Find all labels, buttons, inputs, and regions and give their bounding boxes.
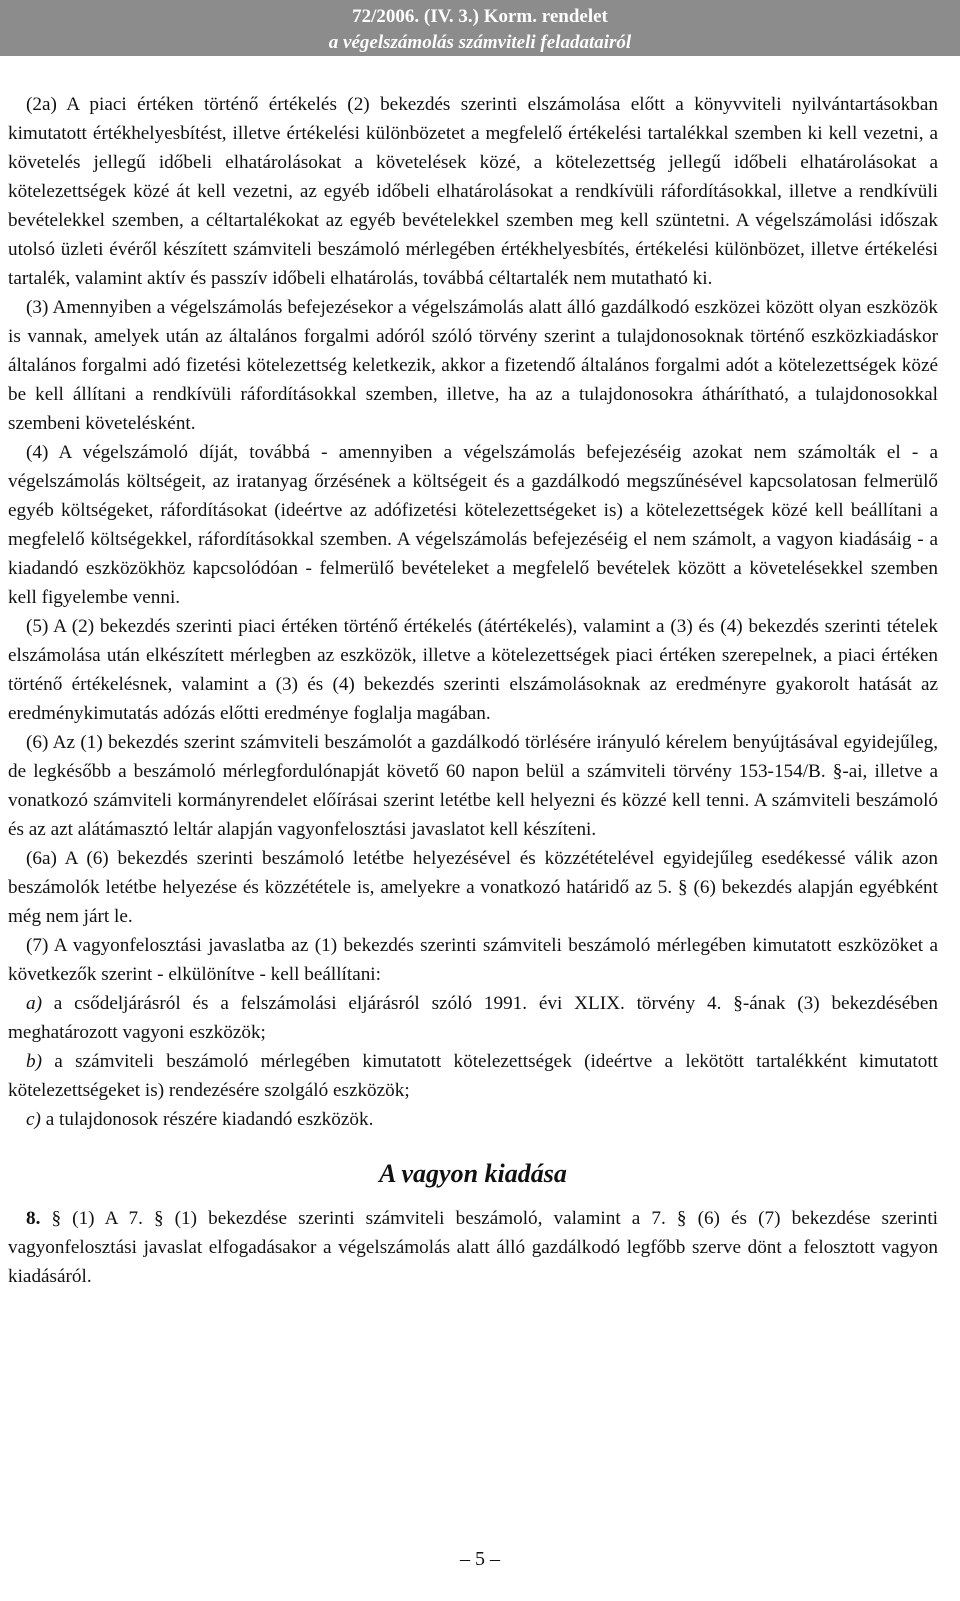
paragraph-6: (6) Az (1) bekezdés szerint számviteli beszámolót a gazdálkodó törlésére irányuló kérelem benyújtásával egyidejűleg, de legkésőbb a beszámoló mérlegfordulónapját követő 60 napon belül a számviteli törvény 153-154/B. §-ai, illetve a vonatkozó számviteli kormányrendelet előírásai szerint letétbe kell helyezni és közzé kell tenni. A számviteli beszámoló és az azt alátámasztó leltár alapján vagyonfelosztási javaslatot kell készíteni. bbox=[8, 732, 938, 840]
list-item-text: a tulajdonosok részére kiadandó eszközök. bbox=[40, 1109, 374, 1130]
list-item bbox=[8, 989, 938, 1047]
paragraph-3: (3) Amennyiben a végelszámolás befejezésekor a végelszámolás alatt álló gazdálkodó eszközei között olyan eszközök is vannak, amelyek után az általános forgalmi adóról szóló törvény szerint a tulajdonosoknak történő eszközkiadáskor általános forgalmi adó fizetési kötelezettség keletkezik, akkor a fizetendő általános forgalmi adót a kötelezettségek közé be kell állítani a rendkívüli ráfordításokkal szemben, illetve, ha az a tulajdonosokra áthárítható, a tulajdonosokkal szembeni követelésként. bbox=[8, 297, 938, 434]
page-header bbox=[0, 0, 960, 56]
list-item bbox=[8, 1047, 938, 1105]
paragraph-section-8 bbox=[8, 1204, 938, 1291]
list-item bbox=[8, 1105, 938, 1134]
list-item-text: a számviteli beszámoló mérlegében kimutatott kötelezettségek (ideértve a lekötött tartalékként kimutatott kötelezettségeket is) rendezésére szolgáló eszközök; bbox=[8, 1051, 938, 1101]
page-number: – 5 – bbox=[460, 1548, 500, 1570]
paragraph-7: (7) A vagyonfelosztási javaslatba az (1) bekezdés szerinti számviteli beszámoló mérlegében kimutatott eszközöket a következők szerint - elkülönítve - kell beállítani: bbox=[8, 935, 938, 985]
document-body bbox=[8, 90, 938, 1291]
list-item-label: c) bbox=[26, 1109, 41, 1130]
paragraph-4: (4) A végelszámoló díját, továbbá - amennyiben a végelszámolás befejezéséig azokat nem számolták el - a végelszámolás költségeit, az iratanyag őrzésének a költségeit és a gazdálkodó megszűnésével kapcsolatosan felmerülő egyéb költségeket, ráfordításokat (ideértve az adófizetési kötelezettségeket is) a kötelezettségek közé kell beállítani a megfelelő költségekkel, ráfordításokkal szemben. A végelszámolás befejezéséig el nem számolt, a vagyon kiadásáig - a kiadandó eszközökhöz kapcsolódóan - felmerülő bevételeket a megfelelő bevételek között a követelésekkel szemben kell figyelembe venni. bbox=[8, 442, 938, 608]
header-subtitle: a végelszámolás számviteli feladatairól bbox=[328, 32, 632, 53]
list-item-label: a) bbox=[26, 993, 42, 1014]
paragraph-2a: (2a) A piaci értéken történő értékelés (2) bekezdés szerinti elszámolása előtt a könyvviteli nyilvántartásokban kimutatott értékhelyesbítést, illetve értékelési különbözetet a megfelelő értékelési tartalékkal szemben ki kell vezetni, a követelés jellegű időbeli elhatárolásokat a követelések közé, a kötelezettség jellegű időbeli elhatárolásokat a kötelezettségek közé át kell vezetni, az egyéb időbeli elhatárolásokat a rendkívüli ráfordításokkal, illetve a rendkívüli bevételekkel szemben, a céltartalékokat az egyéb bevételekkel szemben meg kell szüntetni. A végelszámolási időszak utolsó üzleti évéről készített számviteli beszámoló mérlegében értékhelyesbítés, értékelési különbözet, illetve értékelési tartalék, valamint aktív és passzív időbeli elhatárolás, továbbá céltartalék nem mutatható ki. bbox=[8, 94, 938, 289]
section-title: A vagyon kiadása bbox=[379, 1159, 567, 1188]
list-item-text: a csődeljárásról és a felszámolási eljárásról szóló 1991. évi XLIX. törvény 4. §-ának (3) bekezdésében meghatározott vagyoni eszközök; bbox=[8, 993, 938, 1043]
paragraph-6a: (6a) A (6) bekezdés szerinti beszámoló letétbe helyezésével és közzétételével egyidejűleg esedékessé válik azon beszámolók letétbe helyezése és közzététele is, amelyekre a vonatkozó határidő az 5. § (6) bekezdés alapján egyébként még nem járt le. bbox=[8, 848, 938, 927]
section-8-text: § (1) A 7. § (1) bekezdése szerinti számviteli beszámoló, valamint a 7. § (6) és (7) bekezdése szerinti vagyonfelosztási javaslat elfogadásakor a végelszámolás alatt álló gazdálkodó legfőbb szerve dönt a felosztott vagyon kiadásáról. bbox=[8, 1208, 938, 1287]
list-item-label: b) bbox=[26, 1051, 42, 1072]
paragraph-5: (5) A (2) bekezdés szerinti piaci értéken történő értékelés (átértékelés), valamint a (3) és (4) bekezdés szerinti tételek elszámolása után elkészített mérlegben az eszközök, illetve a kötelezettségek piaci értéken szerepelnek, a piaci értéken történő értékelésnek, valamint a (3) és (4) bekezdés szerinti elszámolásoknak az eredményre gyakorolt hatását az eredménykimutatás adózás előtti eredménye foglalja magában. bbox=[8, 616, 938, 724]
header-title: 72/2006. (IV. 3.) Korm. rendelet bbox=[352, 6, 608, 27]
section-number: 8. bbox=[26, 1208, 41, 1229]
